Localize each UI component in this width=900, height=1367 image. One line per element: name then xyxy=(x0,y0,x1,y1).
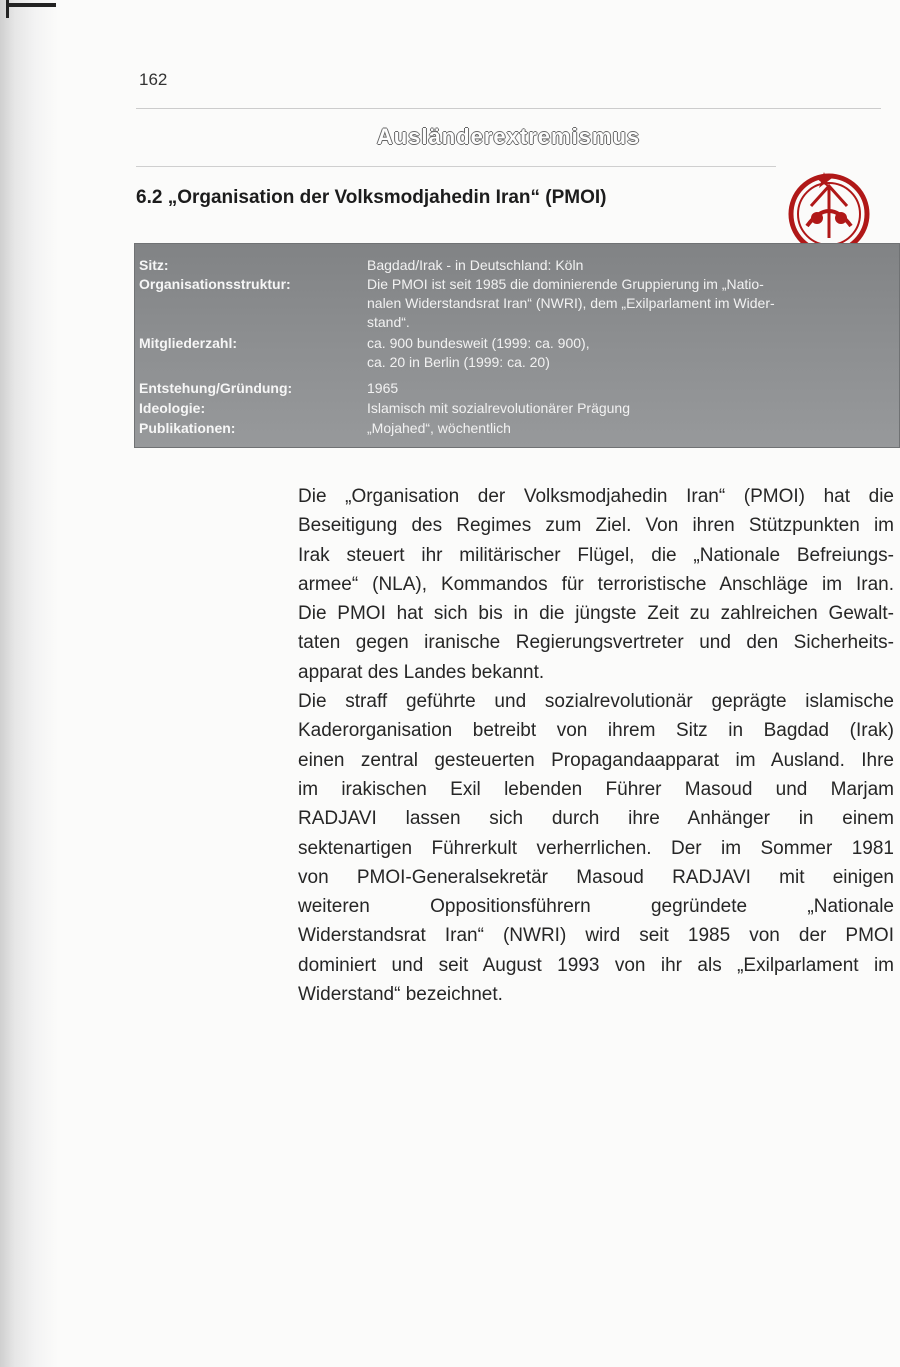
profile-value: „Mojahed“, wöchentlich xyxy=(367,420,511,436)
page-number: 162 xyxy=(139,70,168,89)
body-line: RADJAVI lassen sich durch ihre Anhänger in einem xyxy=(298,808,894,830)
section-rule xyxy=(136,166,776,167)
profile-label: Ideologie: xyxy=(139,400,206,416)
profile-value: Islamisch mit sozialrevolutionärer Prägung xyxy=(367,400,630,416)
body-line: Die straff geführte und sozialrevolutionär geprägte islamische xyxy=(298,691,894,713)
body-line: Widerstand“ bezeichnet. xyxy=(298,984,503,1006)
profile-label: Organisationsstruktur: xyxy=(139,276,291,292)
body-line: Kaderorganisation betreibt von ihrem Sitz in Bagdad (Irak) xyxy=(298,720,894,742)
body-line: armee“ (NLA), Kommandos für terroristische Anschläge im Iran. xyxy=(298,573,894,595)
scan-edge-mark xyxy=(8,3,56,7)
profile-label: Sitz: xyxy=(139,257,169,273)
body-text xyxy=(298,482,894,1009)
profile-value: Bagdad/Irak - in Deutschland: Köln xyxy=(367,257,584,273)
body-line: Beseitigung des Regimes zum Ziel. Von ihren Stützpunkten im xyxy=(298,515,894,537)
profile-value-line: stand“. xyxy=(367,314,410,330)
body-line: von PMOI-Generalsekretär Masoud RADJAVI mit einigen xyxy=(298,866,894,888)
body-line: Irak steuert ihr militärischer Flügel, die „Nationale Befreiungs- xyxy=(298,544,894,566)
body-line: einen zentral gesteuerten Propagandaapparat im Ausland. Ihre xyxy=(298,749,894,771)
page-spine-shadow xyxy=(0,0,58,1367)
body-line: sektenartigen Führerkult verherrlichen. Der im Sommer 1981 xyxy=(298,837,894,859)
profile-value-line: ca. 20 in Berlin (1999: ca. 20) xyxy=(367,354,550,370)
body-line: taten gegen iranische Regierungsvertreter und den Sicherheits- xyxy=(298,632,894,654)
profile-label: Mitgliederzahl: xyxy=(139,335,238,351)
running-head: Ausländerextremismus xyxy=(376,124,641,149)
section-title: 6.2 „Organisation der Volksmodjahedin Iran“ (PMOI) xyxy=(136,187,607,208)
profile-box xyxy=(134,243,900,448)
profile-label: Publikationen: xyxy=(139,420,236,436)
body-line: im irakischen Exil lebenden Führer Masoud und Marjam xyxy=(298,778,894,800)
body-line: Die „Organisation der Volksmodjahedin Iran“ (PMOI) hat die xyxy=(298,486,894,507)
profile-value-line: ca. 900 bundesweit (1999: ca. 900), xyxy=(367,335,590,351)
scan-edge-mark-vertical xyxy=(6,0,9,18)
profile-value-line: Die PMOI ist seit 1985 die dominierende Gruppierung im „Natio- xyxy=(367,276,764,292)
body-line: apparat des Landes bekannt. xyxy=(298,661,545,683)
body-line: weiteren Oppositionsführern gegründete „Nationale xyxy=(298,896,894,918)
body-line: Die PMOI hat sich bis in die jüngste Zeit zu zahlreichen Gewalt- xyxy=(298,603,894,625)
profile-value: 1965 xyxy=(367,380,399,396)
profile-value-line: nalen Widerstandsrat Iran“ (NWRI), dem „Exilparlament im Wider- xyxy=(367,295,775,311)
body-line: dominiert und seit August 1993 von ihr als „Exilparlament im xyxy=(298,954,894,976)
header-rule xyxy=(136,108,881,109)
body-line: Widerstandsrat Iran“ (NWRI) wird seit 1985 von der PMOI xyxy=(298,925,894,947)
profile-label: Entstehung/Gründung: xyxy=(139,380,293,396)
